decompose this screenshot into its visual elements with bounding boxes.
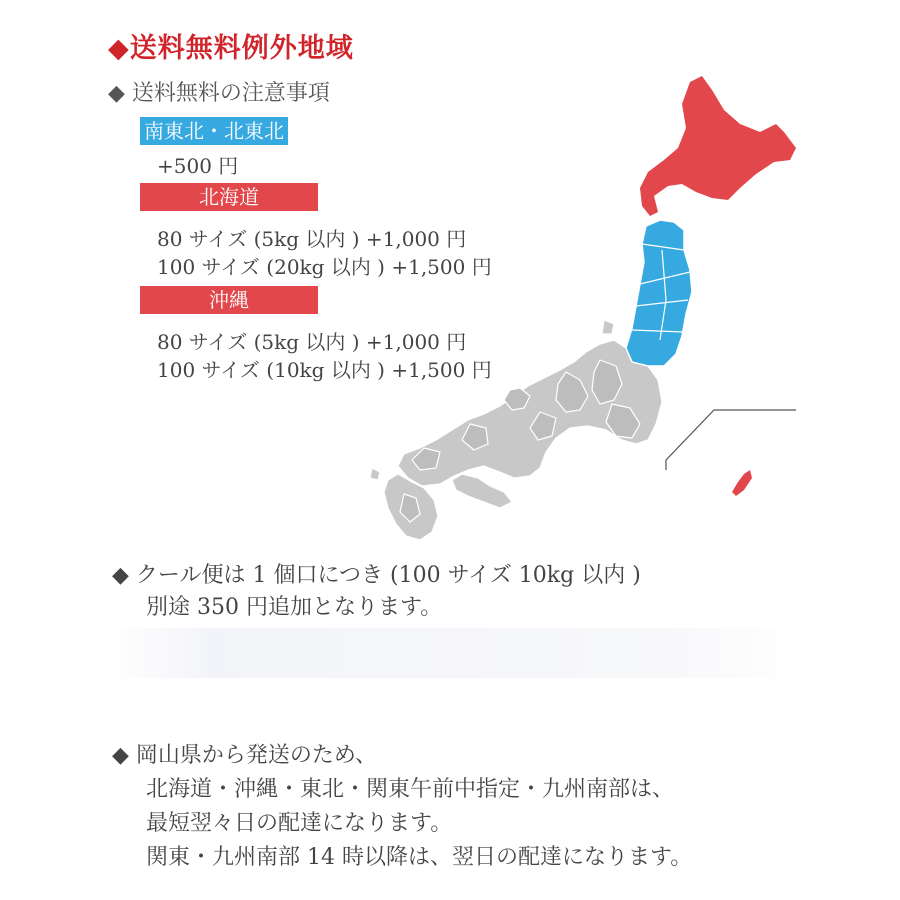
price-line-tohoku: +500 円 [157,154,239,178]
cool-note-line-2: 別途 350 円追加となります。 [146,595,443,620]
price-line-okinawa-100: 100 サイズ (10kg 以内 ) +1,500 円 [157,358,492,382]
price-line-okinawa-80: 80 サイズ (5kg 以内 ) +1,000 円 [157,330,467,354]
price-line-hokkaido-80: 80 サイズ (5kg 以内 ) +1,000 円 [157,227,467,251]
notice-heading: ◆ 送料無料の注意事項 [108,81,330,106]
section-label-hokkaido: 北海道 [140,183,318,211]
price-line-hokkaido-100: 100 サイズ (20kg 以内 ) +1,500 円 [157,255,492,279]
map-hokkaido [640,76,796,216]
delivery-note-line-2: 北海道・沖縄・東北・関東午前中指定・九州南部は、 [146,777,675,802]
delivery-note-line-4: 関東・九州南部 14 時以降は、翌日の配達になります。 [146,845,693,870]
delivery-note-line-3: 最短翌々日の配達になります。 [146,811,453,836]
section-label-tohoku: 南東北・北東北 [140,117,288,145]
okinawa-inset-border [666,410,796,470]
page-title: ◆送料無料例外地域 [108,33,354,64]
section-label-okinawa: 沖縄 [140,286,318,314]
delivery-note-line-1: ◆ 岡山県から発送のため、 [112,743,378,768]
map-tohoku [626,220,692,366]
cool-note-line-1: ◆ クール便は 1 個口につき (100 サイズ 10kg 以内 ) [112,563,641,588]
map-honshu-shikoku-kyushu [370,320,662,540]
divider-band [105,628,805,678]
map-okinawa [732,470,752,496]
